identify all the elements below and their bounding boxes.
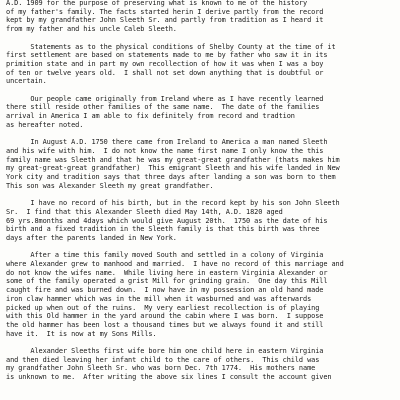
text-line: my grandfather John Sleeth Sr. who was born Dec. 7th 1774. His mothers name [6,364,316,373]
text-line: do not know the wifes name. While living here in eastern Virginia Alexander or [6,268,328,277]
text-line: have it. It is now at my Sons Mills. [6,329,157,338]
text-line: In August A.D. 1750 there came from Ireland to America a man named Sleeth [6,138,328,147]
text-line: family name was Sleeth and that he was my great-great grandfather (thats makes him [6,155,340,164]
text-line: as hereafter noted. [6,120,84,129]
text-line: of ten or twelve years old. I shall not set down anything that is doubtful or [6,68,324,77]
text-line: with this Old hammer in the yard around the cabin where I was born. I suppose [6,312,324,321]
paragraph-arrival [6,138,396,190]
text-line: there still reside other families of the same name. The date of the families [6,103,320,112]
text-line: Sr. I find that this Alexander Sleeth died May 14th, A.D. 1820 aged [6,207,283,216]
text-line: from my father and his uncle Caleb Sleeth. [6,25,177,34]
text-line: days after the parents landed in New York. [6,233,177,242]
paragraph-first-wife [6,347,396,382]
text-line: my great-great-great grandfather) This emigrant Sleeth and his wife landed in New [6,164,340,173]
text-line: birth and a fixed tradition in the Sleeth family is that this birth was three [6,225,320,234]
text-line: caught fire and was burned down. I now have in my possession an old hand made [6,286,324,295]
text-line: After a time this family moved South and settled in a colony of Virginia [6,251,324,260]
paragraph-statements [6,43,396,87]
text-line: and then died leaving her infant child to the care of others. This child was [6,355,320,364]
text-line: kept by my grandfather John Sleeth Sr. and partly from tradition as I heard it [6,16,324,25]
paragraph-virginia [6,251,396,338]
text-line: where Alexander grew to manhood and married. I have no record of this marriage and [6,260,344,269]
text-line: uncertain. [6,77,47,86]
text-line: and his wife with him. I do not know the name first name I only know the this [6,146,324,155]
document-body [6,0,396,391]
text-line: I have no record of his birth, but in the record kept by his son John Sleeth [6,199,340,208]
text-line: Our people came originally from Ireland where as I have recently learned [6,94,324,103]
text-line: This son was Alexander Sleeth my great grandfather. [6,181,214,190]
paragraph-birth-record [6,199,396,243]
text-line: primition state and in part my own recollection of how it was when I was a boy [6,59,324,68]
paragraph-intro [6,0,396,34]
text-line: York city and tradition says that three days after landing a son was born to them [6,173,336,182]
text-line: first settlement are based on statements made to me by father who saw it in its [6,51,328,60]
text-line: arrival in America I am able to fix definitely from record and tradtion [6,112,295,121]
text-line: the old hammer has been lost a thousand times but we always found it and still [6,320,324,329]
text-line: of my father's family. The facts started herin I derive partly from the record [6,7,324,16]
text-line: picked up when out of the ruins. My very earliest recollection is of playing [6,303,320,312]
text-line: some of the family operated a grist Mill for grinding grain. One day this Mill [6,277,328,286]
paragraph-origins [6,95,396,130]
text-line: is unknown to me. After writing the above six lines I consult the account given [6,373,332,382]
text-line: Alexander Sleeths first wife bore him one child here in eastern Virginia [6,347,324,356]
text-line: 69 yrs.8months and 4days which would give August 20th. 1750 as the date of his [6,216,328,225]
text-line: A.D. 1909 for the purpose of preserving what is known to me of the history [6,0,308,7]
text-line: Statements as to the physical conditions of Shelby County at the time of it [6,42,336,51]
text-line: iron claw hammer which was in the mill when it wasburned and was afterwards [6,294,312,303]
